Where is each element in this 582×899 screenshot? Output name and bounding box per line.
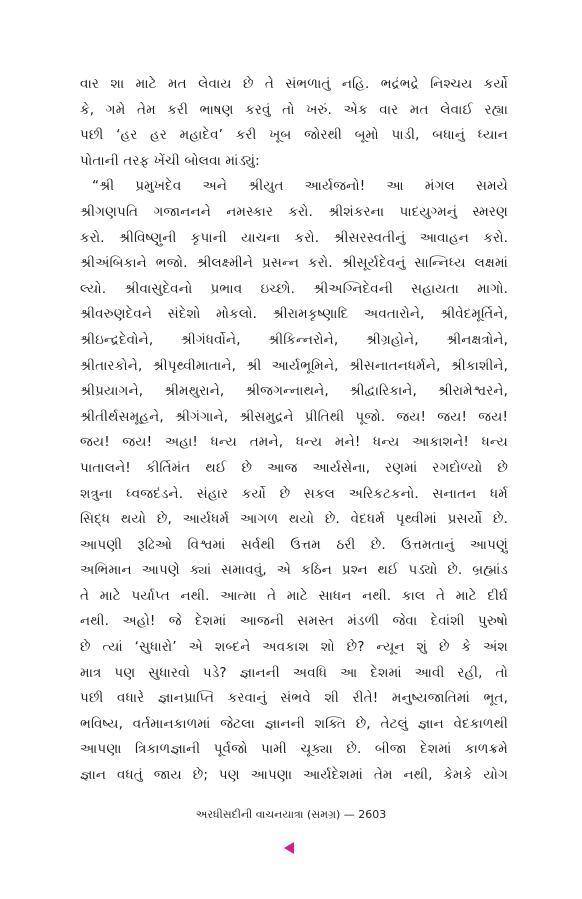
- text-line: “શ્રી પ્રમુખદેવ અને શ્રીયુત આર્યજનો! આ મંગલ સમયે: [92, 178, 508, 195]
- text-line: વાર શા માટે મત લેવાય છે તે સંભળાતું નહિ. ભદ્રંભદ્રે નિશ્ચય કર્યો: [80, 76, 508, 92]
- text-line: લ્યો. શ્રીવાસુદેવનો પ્રભાવ ઇચ્છો. શ્રીઅગ્નિદેવની સહાયતા માગો.: [80, 280, 508, 297]
- text-line: છે ત્યાં ‘સુધારો’ એ શબ્દને અવકાશ શો છે? ન્યૂન શું છે કે અંશ: [80, 639, 508, 656]
- text-line: શ્રીઇન્દ્રદેવોને, શ્રીગંધર્વોને, શ્રીકિન્નરોને, શ્રીગ્રહોને, શ્રીનક્ષત્રોને,: [80, 331, 508, 348]
- text-line: તે માટે પર્યાપ્ત નથી. આત્મા તે માટે સાધન નથી. કાલ તે માટે દીર્ઘ: [80, 587, 508, 604]
- text-line: માત્ર પણ સુધારવો પડે? જ્ઞાનની અવધિ આ દેશમાં આવી રહી, તો: [80, 664, 508, 681]
- text-line: શ્રીઅંબિકાને ભજો. શ્રીલક્ષ્મીને પ્રસન્ન કરો. શ્રીસૂર્યદેવનું સાન્નિધ્ય લક્ષમાં: [80, 255, 508, 272]
- paragraph-2: [80, 174, 508, 788]
- text-line: પોતાની તરફ ખેંચી બોલવા માંડ્યું:: [80, 152, 260, 169]
- text-line: પાતાલને! કીર્તિમંત થઈ છે આજ આર્યસેના, રણમાં રગદોળ્યો છે: [80, 459, 508, 476]
- page-footer: અરધીસદીની વાચનયાત્રા (સમગ્ર) — 2603: [195, 808, 387, 821]
- text-line: જ્ઞાન વધતું જાય છે; પણ આપણા આર્યદેશમાં તેમ નથી, કેમકે યોગ: [80, 767, 508, 784]
- text-line: આપણી રૂઢિઓ વિશ્વમાં સર્વથી ઉત્તમ ઠરી છે. ઉત્તમતાનું આપણું: [80, 536, 508, 553]
- paragraph-1: [80, 72, 508, 174]
- text-line: જય! જય! અહા! ધન્ય તમને, ધન્ય મને! ધન્ય આકાશને! ધન્ય: [80, 434, 508, 451]
- previous-page-arrow-icon[interactable]: [284, 842, 294, 854]
- text-line: નથી. અહો! જે દેશમાં આજની સમસ્ત મંડળી જેવા દેવાંશી પુરુષો: [80, 613, 508, 630]
- body-text: [80, 72, 508, 789]
- text-line: ભવિષ્ય, વર્તમાનકાળમાં જેટલા જ્ઞાનની શક્તિ છે, તેટલું જ્ઞાન વેદકાળથી: [80, 715, 508, 732]
- text-line: સિદ્ધ થયો છે, આર્યધર્મ આગળ થયો છે. વેદધર્મ પૃથ્વીમાં પ્રસર્યો છે.: [80, 511, 508, 528]
- text-line: શ્રીતીર્થસમૂહને, શ્રીગંગાને, શ્રીસમુદ્રને પ્રીતિથી પૂજો. જય! જય! જય!: [80, 408, 508, 425]
- text-line: શ્રીપ્રયાગને, શ્રીમથુરાને, શ્રીજગન્નાથને, શ્રીદ્વારિકાને, શ્રીરામેશ્વરને,: [80, 383, 508, 400]
- text-line: પછી ‘હર હર મહાદેવ’ કરી ખૂબ જોરથી બૂમો પાડી, બધાનું ધ્યાન: [80, 127, 508, 144]
- text-line: કરો. શ્રીવિષ્ણુની કૃપાની યાચના કરો. શ્રીસરસ્વતીનું આવાહન કરો.: [80, 229, 508, 246]
- text-line: શ્રીગણપતિ ગજાનનને નમસ્કાર કરો. શ્રીશંકરના પાદયુગ્મનું સ્મરણ: [80, 203, 508, 220]
- text-line: શત્રુના ધ્વજદંડને. સંહાર કર્યો છે સકલ અરિકટકનો. સનાતન ધર્મ: [80, 485, 508, 502]
- text-line: આપણા ત્રિકાળજ્ઞાની પૂર્વજો પામી ચૂક્યા છે. બીજા દેશમાં કાળક્રમે: [80, 741, 508, 758]
- text-line: કે, ગમે તેમ કરી ભાષણ કરવું તો ખરું. એક વાર મત લેવાઈ રહ્યા: [80, 101, 508, 118]
- text-line: શ્રીતારકોને, શ્રીપૃથ્વીમાતાને, શ્રી આર્યભૂમિને, શ્રીસનાતનધર્મને, શ્રીકાશીને,: [80, 357, 508, 374]
- text-line: શ્રીવરુણદેવને સંદેશો મોકલો. શ્રીરામકૃષ્ણાદિ અવતારોને, શ્રીવેદમૂર્તિને,: [80, 306, 508, 323]
- text-line: પછી વધારે જ્ઞાનપ્રાપ્તિ કરવાનું સંભવે શી રીતે! મનુષ્યજાતિમાં ભૂત,: [80, 690, 508, 707]
- text-line: અભિમાન આપણે ક્યાં સમાવવું, એ કઠિન પ્રશ્ન થઈ પડ્યો છે. બ્રહ્માંડ: [80, 562, 508, 579]
